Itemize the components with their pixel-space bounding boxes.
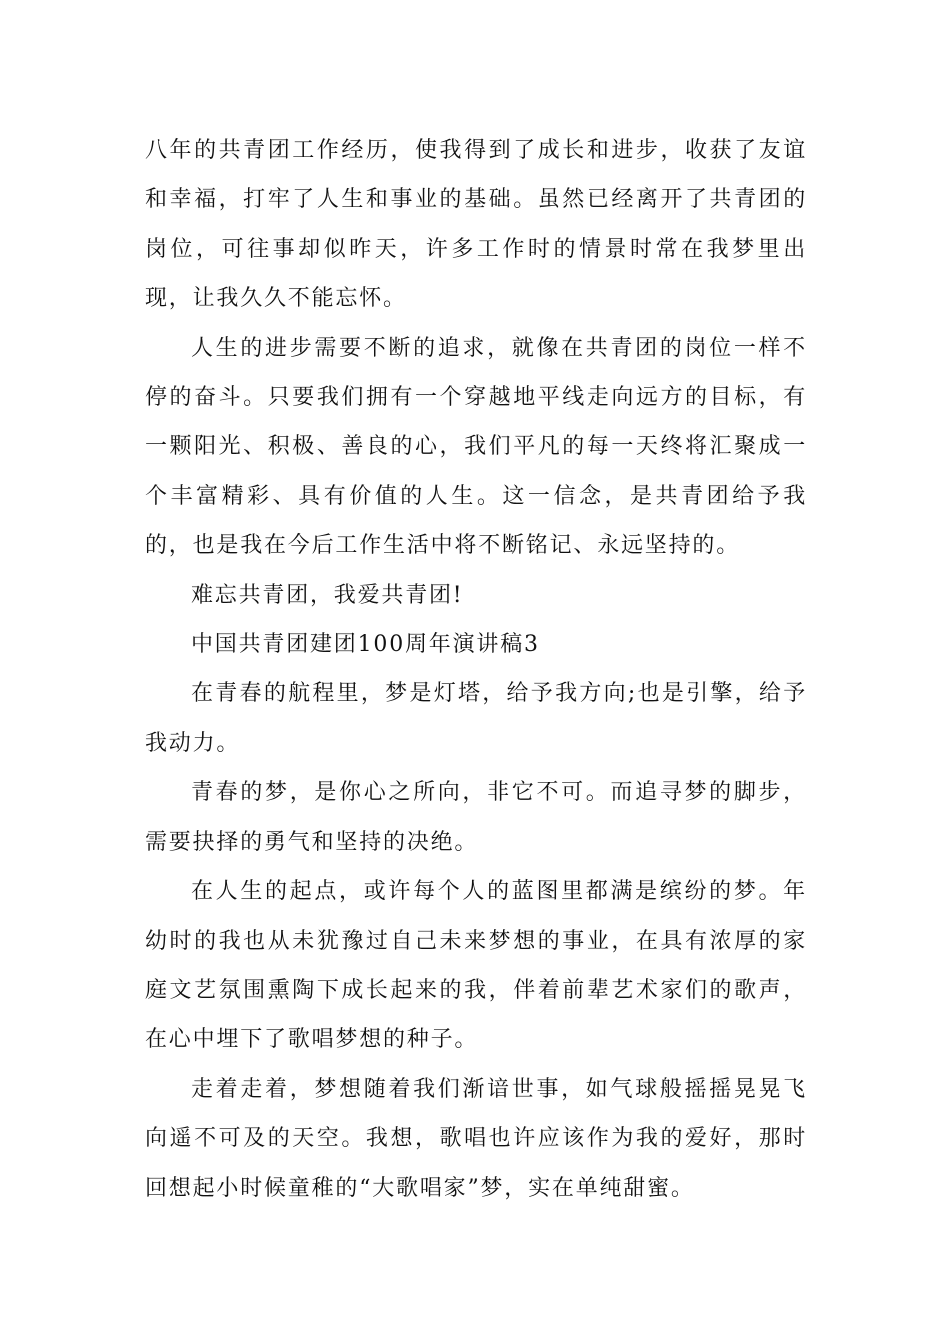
paragraph: 青春的梦，是你心之所向，非它不可。而追寻梦的脚步，需要抉择的勇气和坚持的决绝。 [145, 780, 807, 855]
paragraph: 难忘共青团，我爱共青团! [191, 582, 464, 608]
paragraph: 走着走着，梦想随着我们渐谙世事，如气球般摇摇晃晃飞向遥不可及的天空。我想，歌唱也许应该作为我的爱好，那时回想起小时候童稚的“大歌唱家”梦，实在单纯甜蜜。 [145, 1076, 807, 1201]
paragraph: 在青春的航程里，梦是灯塔，给予我方向;也是引擎，给予我动力。 [145, 681, 807, 756]
paragraph: 八年的共青团工作经历，使我得到了成长和进步，收获了友谊和幸福，打牢了人生和事业的基础。虽然已经离开了共青团的岗位，可往事却似昨天，许多工作时的情景时常在我梦里出现，让我久久不能忘怀。 [145, 138, 807, 312]
paragraph: 人生的进步需要不断的追求，就像在共青团的岗位一样不停的奋斗。只要我们拥有一个穿越地平线走向远方的目标，有一颗阳光、积极、善良的心，我们平凡的每一天终将汇聚成一个丰富精彩、具有价值的人生。这一信念，是共青团给予我的，也是我在今后工作生活中将不断铭记、永远坚持的。 [145, 335, 807, 559]
document-body [145, 126, 807, 1213]
paragraph: 在人生的起点，或许每个人的蓝图里都满是缤纷的梦。年幼时的我也从未犹豫过自己未来梦想的事业，在具有浓厚的家庭文艺氛围熏陶下成长起来的我，伴着前辈艺术家们的歌声，在心中埋下了歌唱梦想的种子。 [145, 879, 807, 1053]
section-title: 中国共青团建团100周年演讲稿3 [191, 632, 540, 658]
